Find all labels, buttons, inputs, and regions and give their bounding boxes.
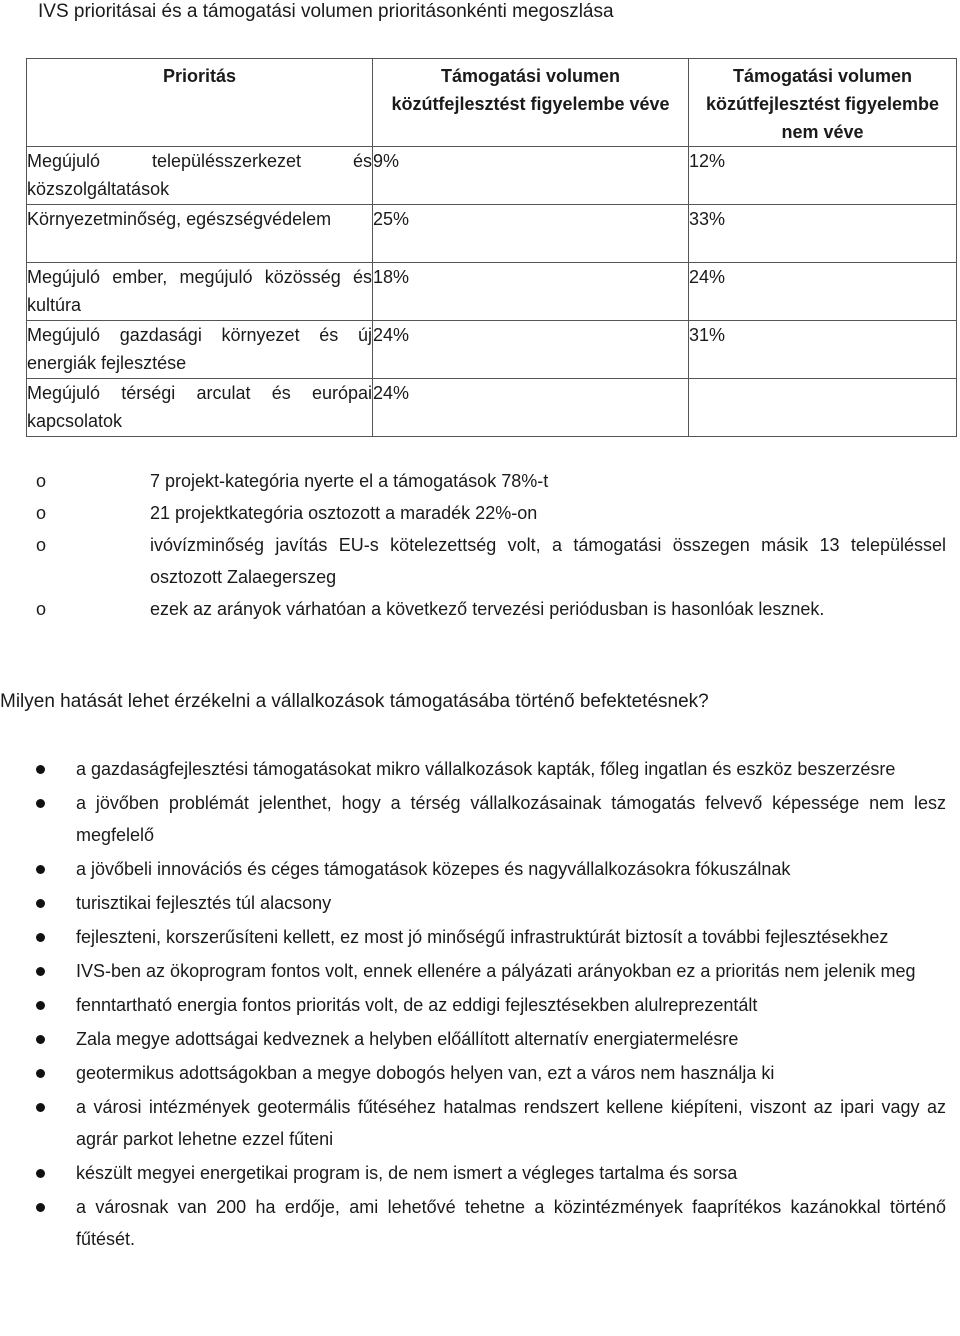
table-row — [27, 147, 957, 205]
priority-cell: Megújuló térségi arculat és európai kapcsolatok — [27, 379, 373, 437]
list-item-text: a jövőben problémát jelenthet, hogy a térség vállalkozásainak támogatás felvevő képessége nem lesz megfelelő — [76, 793, 946, 845]
effects-bullet-list — [36, 753, 946, 1257]
list-item-text: Zala megye adottságai kedveznek a helyben előállított alternatív energiatermelésre — [76, 1029, 739, 1049]
circle-bullet-icon: o — [36, 599, 47, 619]
bullet-icon — [36, 1203, 45, 1212]
priority-cell: Környezetminőség, egészségvédelem — [27, 205, 373, 263]
with-roads-cell: 9% — [373, 147, 689, 205]
list-item — [36, 497, 946, 529]
list-item-text: a városi intézmények geotermális fűtéséhez hatalmas rendszert kellene kiépíteni, viszont az ipari vagy az agrár parkot lehetne ezzel fűteni — [76, 1097, 946, 1149]
header-volume-with-roads: Támogatási volumen közútfejlesztést figyelembe véve — [373, 59, 689, 147]
table-header-row — [27, 59, 957, 147]
header-priority: Prioritás — [27, 59, 373, 147]
priority-table — [26, 58, 957, 437]
summary-list — [36, 465, 946, 625]
list-item — [36, 955, 946, 987]
without-roads-cell: 33% — [689, 205, 957, 263]
bullet-icon — [36, 1103, 45, 1112]
with-roads-cell: 24% — [373, 379, 689, 437]
list-item — [36, 753, 946, 785]
list-item-text: a gazdaságfejlesztési támogatásokat mikro vállalkozások kapták, főleg ingatlan és eszköz beszerzésre — [76, 759, 896, 779]
bullet-icon — [36, 865, 45, 874]
bullet-icon — [36, 967, 45, 976]
list-item-text: fejleszteni, korszerűsíteni kellett, ez most jó minőségű infrastruktúrát biztosít a további fejlesztésekhez — [76, 927, 889, 947]
bullet-icon — [36, 1035, 45, 1044]
list-item-text: turisztikai fejlesztés túl alacsony — [76, 893, 332, 913]
priority-cell: Megújuló ember, megújuló közösség és kultúra — [27, 263, 373, 321]
list-item — [36, 989, 946, 1021]
list-item-text: ezek az arányok várhatóan a következő tervezési periódusban is hasonlóak lesznek. — [150, 599, 825, 619]
list-item — [36, 465, 946, 497]
list-item-text: 21 projektkategória osztozott a maradék 22%-on — [150, 503, 538, 523]
table-row — [27, 263, 957, 321]
list-item-text: készült megyei energetikai program is, de nem ismert a végleges tartalma és sorsa — [76, 1163, 738, 1183]
list-item-text: IVS-ben az ökoprogram fontos volt, ennek ellenére a pályázati arányokban ez a prioritás nem jelenik meg — [76, 961, 916, 981]
without-roads-cell: 24% — [689, 263, 957, 321]
with-roads-cell: 25% — [373, 205, 689, 263]
list-item — [36, 1157, 946, 1189]
bullet-icon — [36, 933, 45, 942]
question-heading: Milyen hatását lehet érzékelni a vállalkozások támogatásába történő befektetésnek? — [0, 691, 709, 712]
list-item — [36, 529, 946, 593]
circle-bullet-icon: o — [36, 535, 47, 555]
table-row — [27, 321, 957, 379]
with-roads-cell: 18% — [373, 263, 689, 321]
without-roads-cell: 31% — [689, 321, 957, 379]
bullet-icon — [36, 765, 45, 774]
list-item-text: ivóvízminőség javítás EU-s kötelezettség volt, a támogatási összegen másik 13 településsel osztozott Zalaegerszeg — [150, 535, 946, 587]
without-roads-cell: 12% — [689, 147, 957, 205]
page-title: IVS prioritásai és a támogatási volumen prioritásonkénti megoszlása — [38, 1, 614, 22]
without-roads-cell — [689, 379, 957, 437]
list-item — [36, 1057, 946, 1089]
list-item — [36, 787, 946, 851]
list-item-text: geotermikus adottságokban a megye dobogós helyen van, ezt a város nem használja ki — [76, 1063, 775, 1083]
list-item — [36, 887, 946, 919]
priority-cell: Megújuló gazdasági környezet és új energiák fejlesztése — [27, 321, 373, 379]
list-item-text: a városnak van 200 ha erdője, ami lehetővé tehetne a közintézmények faaprítékos kazánokkal történő fűtését. — [76, 1197, 946, 1249]
list-item-text: a jövőbeli innovációs és céges támogatások közepes és nagyvállalkozásokra fókuszálnak — [76, 859, 791, 879]
table-row — [27, 205, 957, 263]
list-item — [36, 593, 946, 625]
list-item — [36, 921, 946, 953]
list-item — [36, 1023, 946, 1055]
list-item — [36, 1191, 946, 1255]
bullet-icon — [36, 1001, 45, 1010]
circle-bullet-icon: o — [36, 503, 47, 523]
priority-cell: Megújuló településszerkezet és közszolgáltatások — [27, 147, 373, 205]
list-item — [36, 1091, 946, 1155]
with-roads-cell: 24% — [373, 321, 689, 379]
list-item-text: 7 projekt-kategória nyerte el a támogatások 78%-t — [150, 471, 549, 491]
circle-bullet-icon: o — [36, 471, 47, 491]
bullet-icon — [36, 799, 45, 808]
bullet-icon — [36, 1169, 45, 1178]
header-volume-without-roads: Támogatási volumen közútfejlesztést figyelembe nem véve — [689, 59, 957, 147]
table-row — [27, 379, 957, 437]
list-item-text: fenntartható energia fontos prioritás volt, de az eddigi fejlesztésekben alulreprezentált — [76, 995, 758, 1015]
bullet-icon — [36, 1069, 45, 1078]
bullet-icon — [36, 899, 45, 908]
list-item — [36, 853, 946, 885]
